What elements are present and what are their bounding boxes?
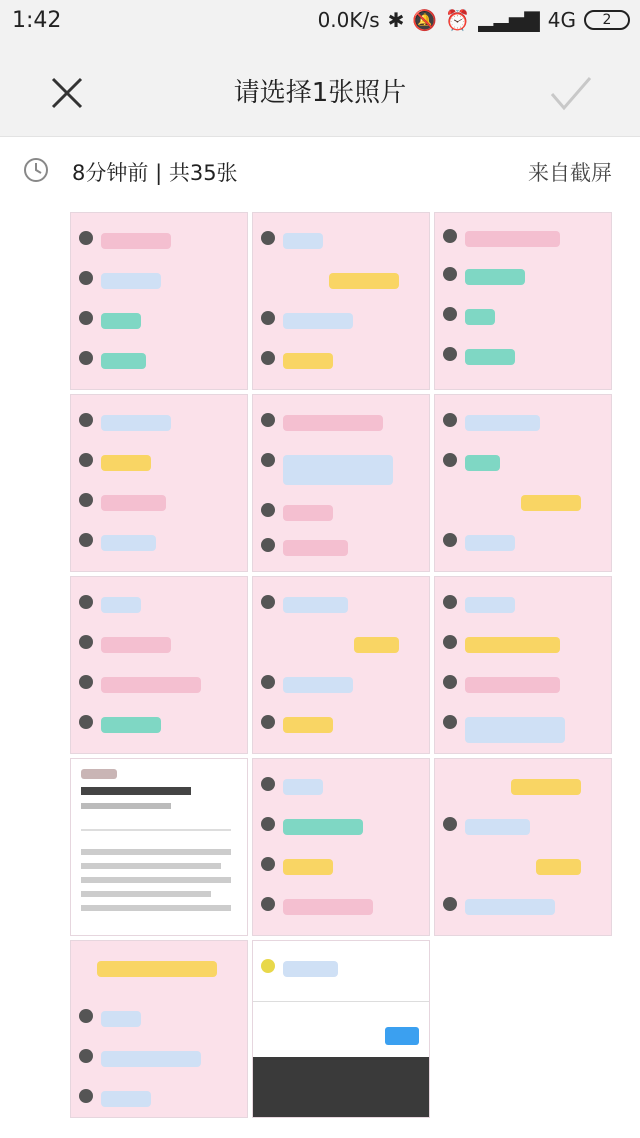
status-bar [0, 0, 640, 44]
net-speed: 0.0K/s [317, 8, 380, 32]
album-info-bar [0, 137, 640, 203]
check-icon[interactable] [546, 68, 596, 118]
album-time-count [72, 157, 238, 187]
title-bar [0, 44, 640, 137]
page-title: 请选择1张照片 [233, 78, 407, 108]
status-time: 1:42 [12, 8, 62, 33]
photo-thumbnail[interactable] [434, 212, 612, 390]
photo-thumbnail[interactable] [70, 758, 248, 936]
signal-icon: ▂▃▅▇ [478, 8, 540, 32]
photo-thumbnail[interactable] [70, 940, 248, 1118]
photo-thumbnail[interactable] [70, 212, 248, 390]
bluetooth-icon: ✱ [387, 8, 405, 32]
photo-thumbnail[interactable] [252, 758, 430, 936]
photo-thumbnail[interactable] [434, 576, 612, 754]
network-label: 4G [547, 8, 576, 32]
clock-icon [22, 156, 50, 184]
photo-thumbnail[interactable] [252, 212, 430, 390]
source-label[interactable]: 来自截屏 [528, 161, 612, 185]
photo-thumbnail[interactable] [434, 758, 612, 936]
status-right [318, 8, 630, 32]
photo-thumbnail[interactable] [252, 940, 430, 1118]
photo-grid [70, 212, 613, 1118]
battery-level: 2 [602, 12, 612, 28]
alarm-icon: ⏰ [445, 8, 471, 32]
time-label: 8分钟前 [72, 161, 149, 185]
photo-thumbnail[interactable] [252, 394, 430, 572]
battery-icon [584, 10, 630, 30]
photo-thumbnail[interactable] [70, 576, 248, 754]
photo-thumbnail[interactable] [434, 394, 612, 572]
empty-cell [434, 940, 612, 1118]
photo-thumbnail[interactable] [70, 394, 248, 572]
count-label: 共35张 [168, 161, 238, 185]
photo-thumbnail[interactable] [252, 576, 430, 754]
mute-icon: 🔕 [412, 8, 438, 32]
divider: | [155, 161, 169, 185]
